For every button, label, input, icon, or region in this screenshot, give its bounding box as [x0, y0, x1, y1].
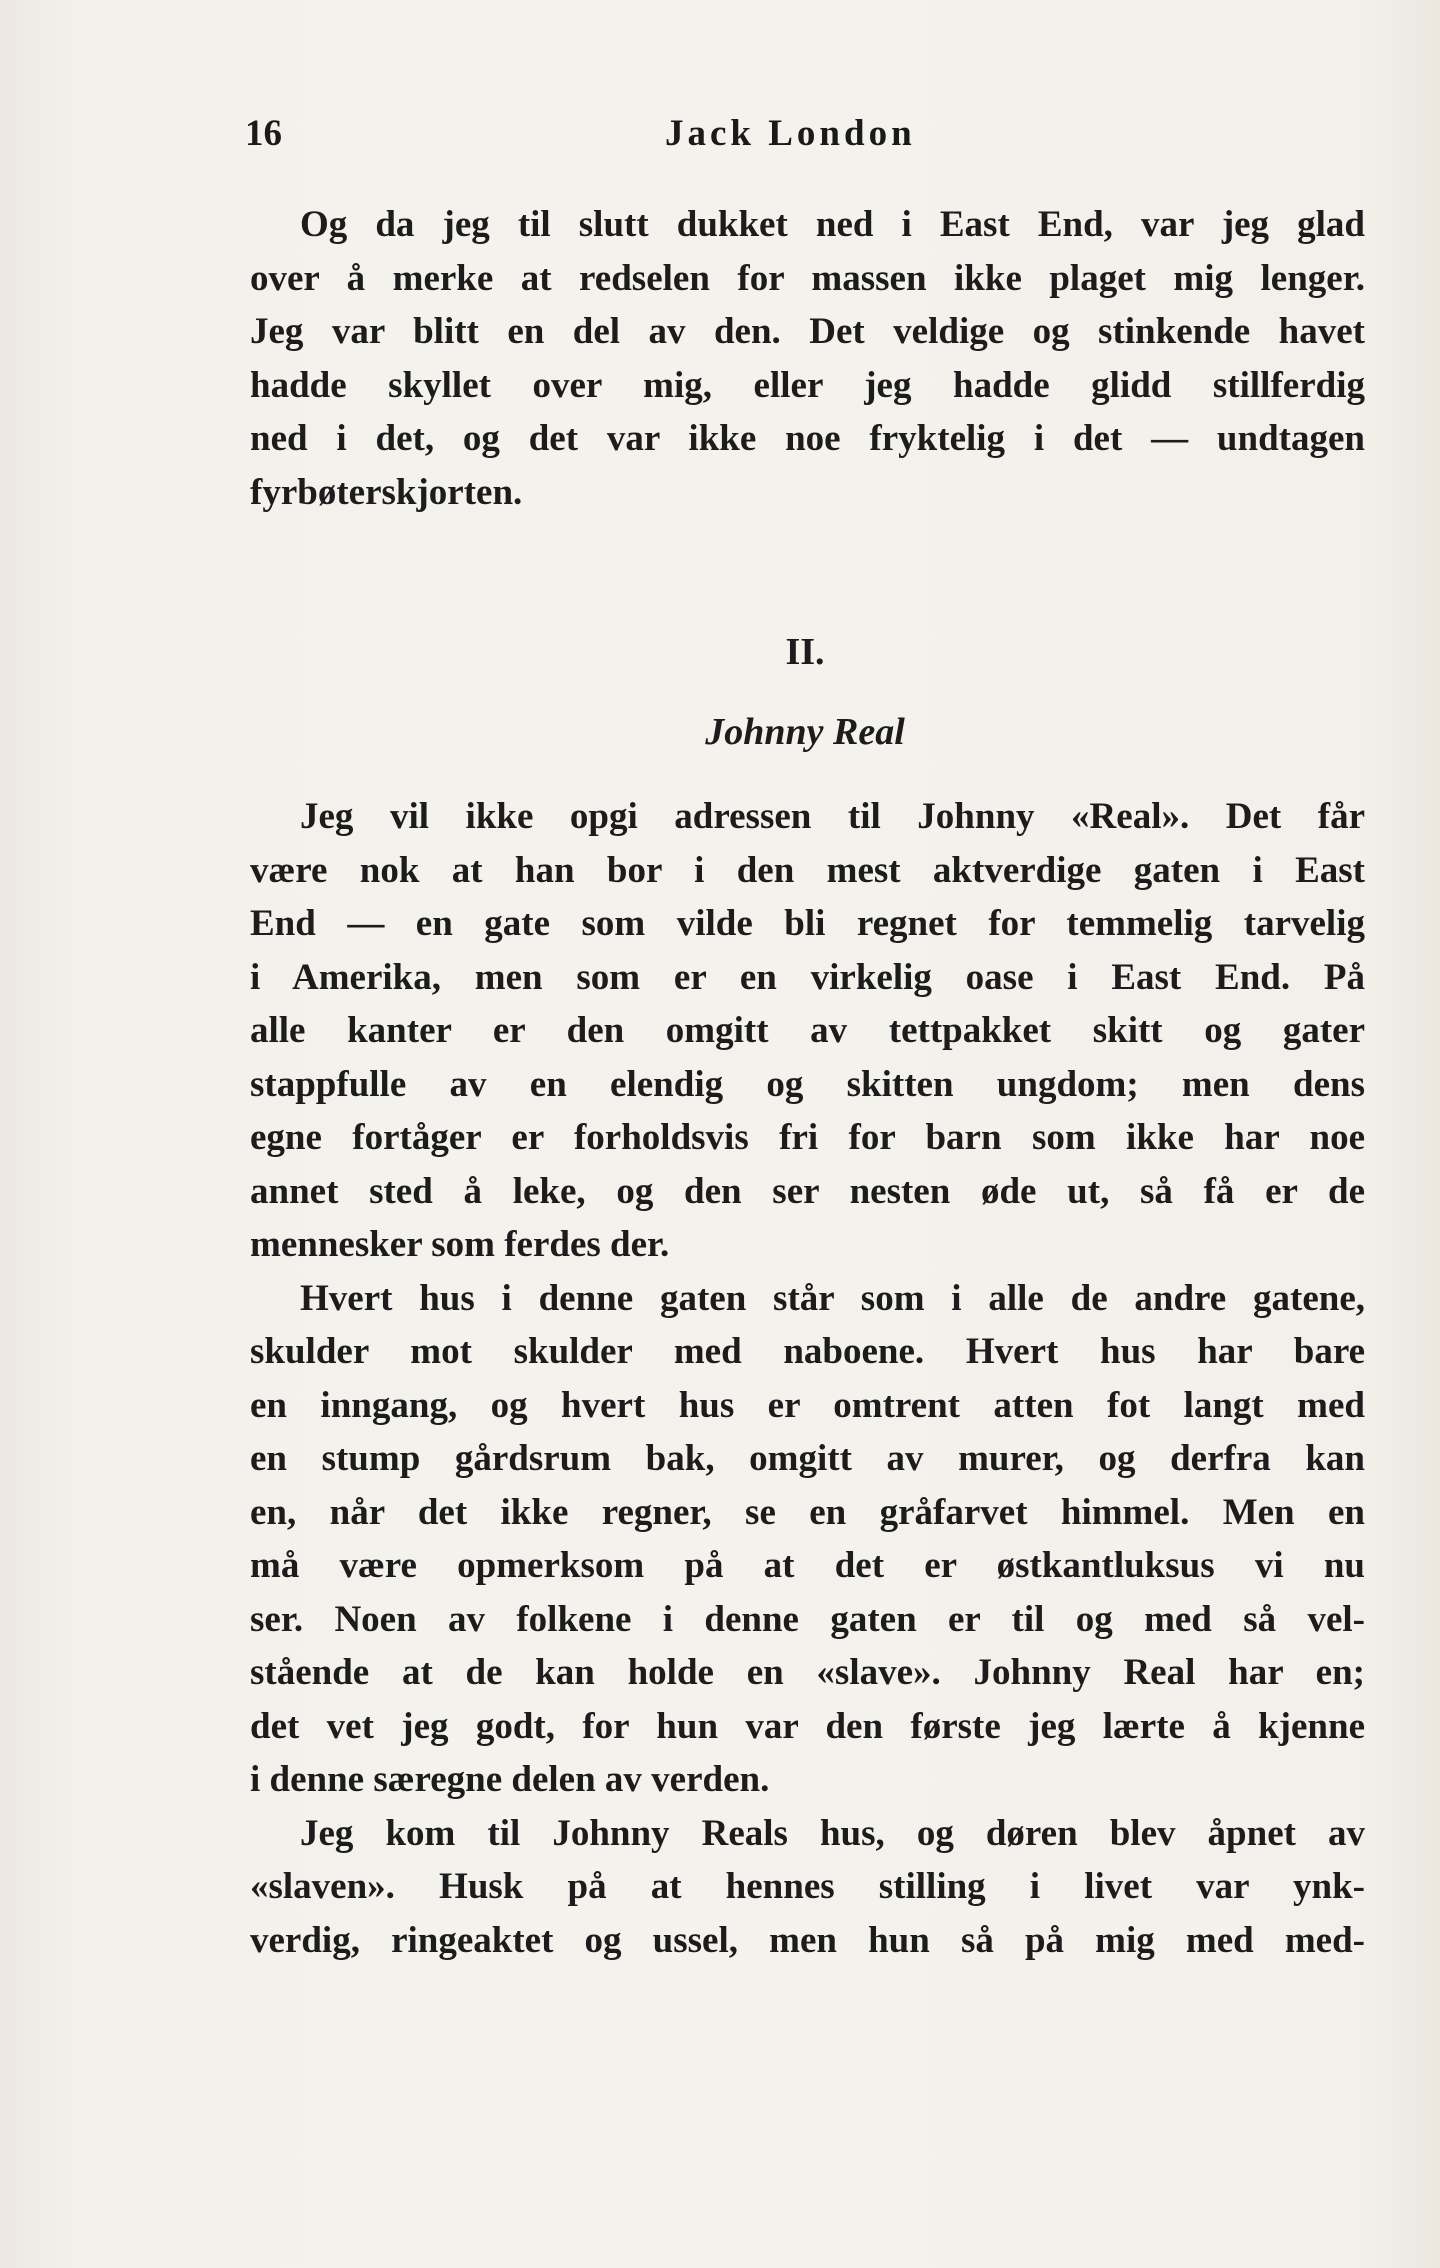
text-line: en stump gårdsrum bak, omgitt av murer, og derfra kan	[250, 1438, 1365, 1479]
chapter-body	[250, 790, 1365, 1967]
text-line: ned i det, og det var ikke noe fryktelig i det — undtagen	[250, 418, 1365, 459]
intro-paragraph	[250, 198, 1365, 519]
text-line: annet sted å leke, og den ser nesten øde ut, så få er de	[250, 1170, 1365, 1212]
text-line: må være opmerksom på at det er østkantluksus vi nu	[250, 1545, 1365, 1586]
text-line: Hvert hus i denne gaten står som i alle de andre gatene,	[300, 1277, 1365, 1319]
text-line: stappfulle av en elendig og skitten ungdom; men dens	[250, 1063, 1365, 1105]
text-line: i denne særegne delen av verden.	[250, 1759, 770, 1800]
page-number: 16	[245, 113, 282, 154]
text-line: End — en gate som vilde bli regnet for temmelig tarvelig	[250, 903, 1365, 944]
text-line: i Amerika, men som er en virkelig oase i East End. På	[250, 956, 1365, 998]
text-line: fyrbøterskjorten.	[250, 471, 523, 513]
text-line: en inngang, og hvert hus er omtrent atten fot langt med	[250, 1384, 1365, 1426]
text-line: stående at de kan holde en «slave». Johnny Real har en;	[250, 1652, 1365, 1693]
text-line: egne fortåger er forholdsvis fri for barn som ikke har noe	[250, 1117, 1365, 1158]
running-head	[245, 112, 1365, 172]
text-line: alle kanter er den omgitt av tettpakket skitt og gater	[250, 1010, 1365, 1051]
text-line: være nok at han bor i den mest aktverdige gaten i East	[250, 849, 1365, 891]
text-line: verdig, ringeaktet og ussel, men hun så på mig med med-	[250, 1919, 1365, 1961]
running-head-title: Jack London	[665, 113, 916, 154]
text-line: mennesker som ferdes der.	[250, 1224, 670, 1265]
text-line: det vet jeg godt, for hun var den første jeg lærte å kjenne	[250, 1705, 1365, 1747]
text-line: «slaven». Husk på at hennes stilling i livet var ynk-	[250, 1866, 1365, 1907]
text-line: Jeg var blitt en del av den. Det veldige og stinkende havet	[250, 311, 1365, 352]
text-line: skulder mot skulder med naboene. Hvert hus har bare	[250, 1331, 1365, 1372]
chapter-title: Johnny Real	[705, 711, 905, 753]
text-line: Og da jeg til slutt dukket ned i East End, var jeg glad	[300, 204, 1365, 245]
chapter-number: II.	[785, 631, 825, 673]
text-line: Jeg kom til Johnny Reals hus, og døren blev åpnet av	[300, 1812, 1365, 1854]
text-line: en, når det ikke regner, se en gråfarvet himmel. Men en	[250, 1491, 1365, 1533]
text-line: Jeg vil ikke opgi adressen til Johnny «Real». Det får	[300, 796, 1365, 837]
text-line: over å merke at redselen for massen ikke plaget mig lenger.	[250, 257, 1365, 299]
text-line: hadde skyllet over mig, eller jeg hadde glidd stillferdig	[250, 364, 1365, 406]
text-line: ser. Noen av folkene i denne gaten er til og med så vel-	[250, 1598, 1365, 1640]
